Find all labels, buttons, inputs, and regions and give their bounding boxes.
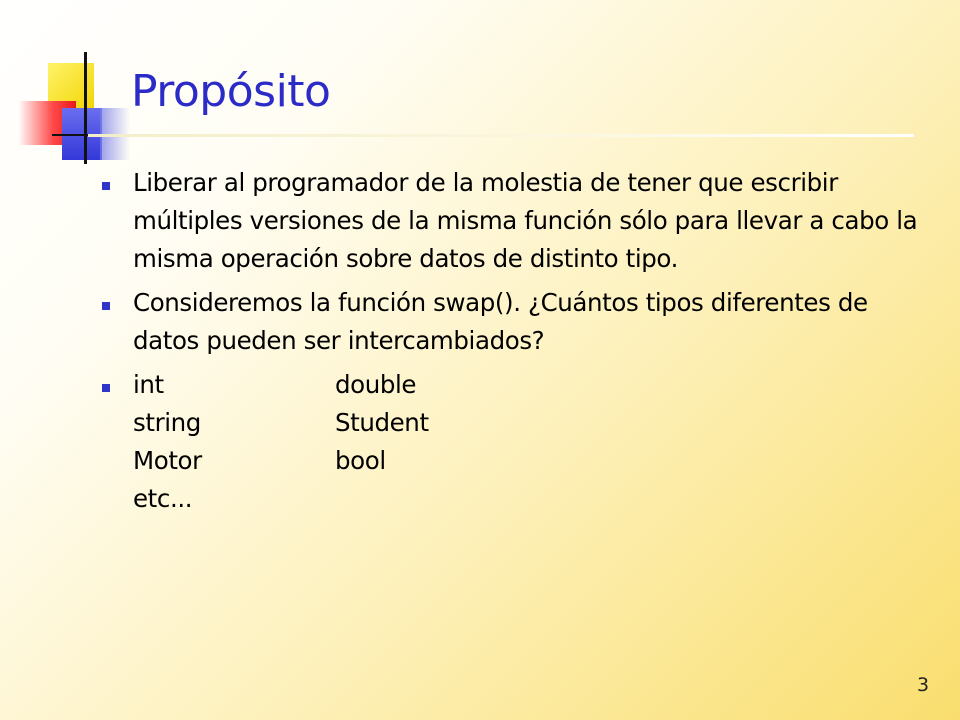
type-right: bool xyxy=(335,446,386,475)
type-right: Student xyxy=(335,408,429,437)
page-number: 3 xyxy=(916,674,930,696)
slide-logo xyxy=(0,0,140,170)
logo-vertical-line xyxy=(84,52,87,164)
bullet-item xyxy=(104,164,924,278)
type-left: etc... xyxy=(133,484,193,513)
bullet-item xyxy=(104,284,924,360)
type-left: Motor xyxy=(133,446,202,475)
type-left: int xyxy=(133,370,164,399)
bullet-list xyxy=(104,164,924,518)
type-left: string xyxy=(133,408,201,437)
slide-title: Propósito xyxy=(131,66,331,117)
type-right: double xyxy=(335,370,417,399)
bullet-square-icon xyxy=(102,302,110,310)
bullet-text: Consideremos la función swap(). ¿Cuántos tipos diferentes de datos pueden ser intercambiados? xyxy=(133,288,868,355)
types-table xyxy=(133,366,924,518)
bullet-square-icon xyxy=(102,384,110,392)
title-divider xyxy=(88,134,914,137)
type-right xyxy=(335,480,924,518)
bullet-text: Liberar al programador de la molestia de tener que escribir múltiples versiones de la misma función sólo para llevar a cabo la misma operación sobre datos de distinto tipo. xyxy=(133,168,918,273)
bullet-item-types xyxy=(104,366,924,518)
bullet-square-icon xyxy=(102,182,110,190)
